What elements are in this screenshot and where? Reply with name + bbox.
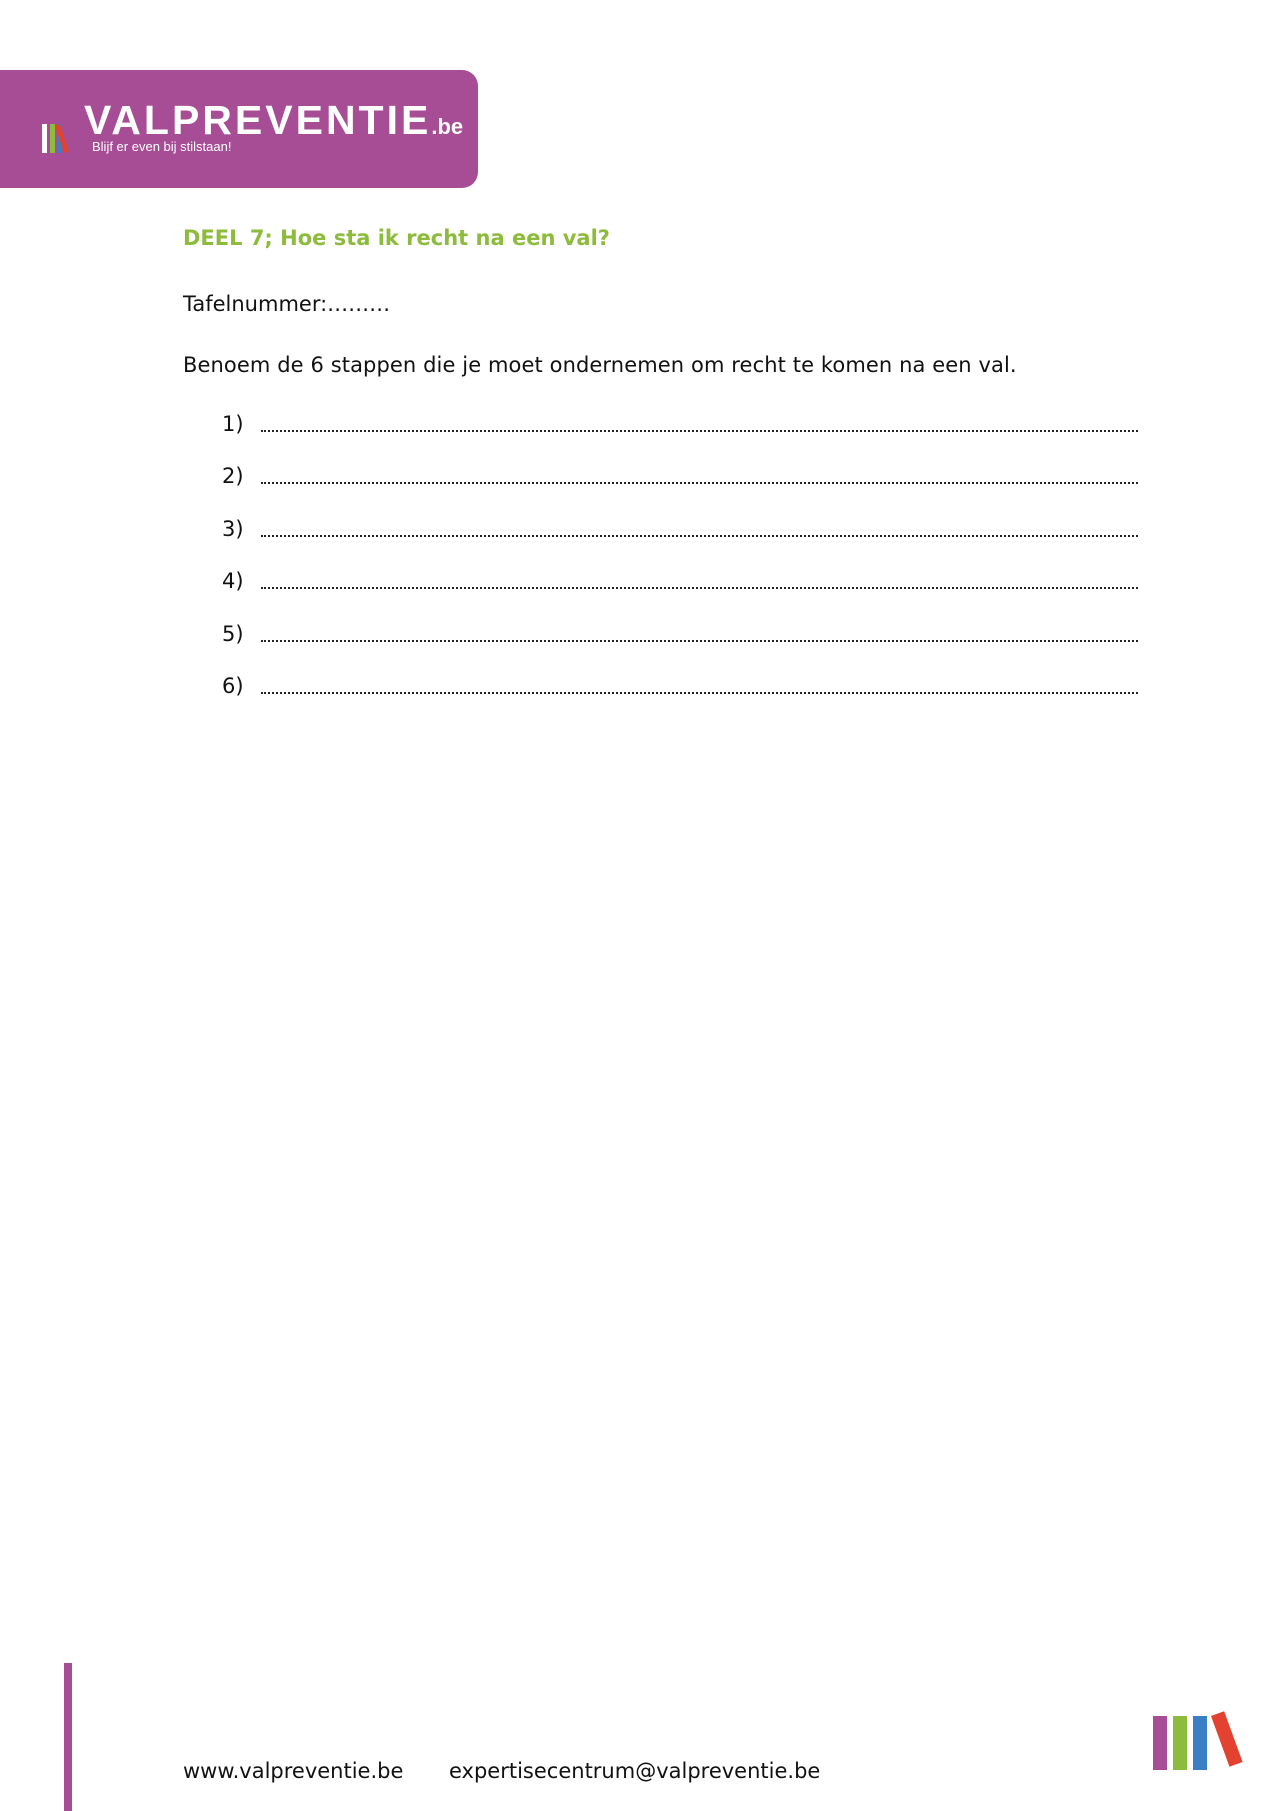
step-number: 2) [222, 464, 244, 488]
instruction-text: Benoem de 6 stappen die je moet ondernemen om recht te komen na een val. [183, 353, 1017, 377]
step-answer-line[interactable] [261, 640, 1138, 642]
books-icon [1153, 1716, 1243, 1772]
brand-name: VALPREVENTIE [84, 97, 432, 143]
footer-accent-bar [64, 1663, 72, 1811]
step-number: 1) [222, 412, 244, 436]
step-number: 4) [222, 569, 244, 593]
step-number: 5) [222, 622, 244, 646]
step-item-5 [222, 622, 1142, 648]
table-number-field[interactable]: Tafelnummer:……… [183, 292, 391, 316]
step-answer-line[interactable] [261, 430, 1138, 432]
footer-website-link[interactable]: www.valpreventie.be [183, 1759, 404, 1783]
step-item-2 [222, 464, 1142, 490]
step-item-3 [222, 517, 1142, 543]
step-item-6 [222, 674, 1142, 700]
brand-tagline: Blijf er even bij stilstaan! [92, 139, 232, 154]
footer-email-link[interactable]: expertisecentrum@valpreventie.be [449, 1759, 821, 1783]
brand-logo-text [84, 97, 464, 143]
step-answer-line[interactable] [261, 587, 1138, 589]
step-answer-line[interactable] [261, 692, 1138, 694]
step-item-4 [222, 569, 1142, 595]
step-number: 3) [222, 517, 244, 541]
step-answer-line[interactable] [261, 482, 1138, 484]
step-item-1 [222, 412, 1142, 438]
step-answer-line[interactable] [261, 535, 1138, 537]
books-icon [42, 124, 74, 153]
step-number: 6) [222, 674, 244, 698]
section-heading: DEEL 7; Hoe sta ik recht na een val? [183, 226, 610, 250]
brand-tld: .be [431, 114, 464, 139]
